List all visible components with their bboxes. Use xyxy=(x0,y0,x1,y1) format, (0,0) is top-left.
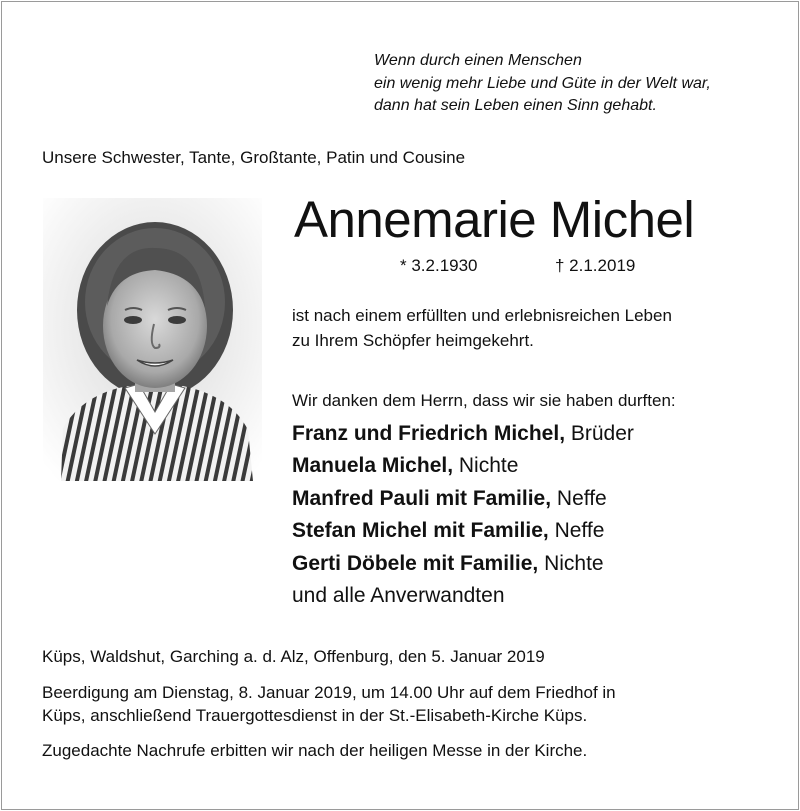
mourner-entry xyxy=(292,418,676,450)
funeral-line: Küps, anschließend Trauergottesdienst in der St.-Elisabeth-Kirche Küps. xyxy=(42,706,588,725)
portrait-photo xyxy=(43,198,262,481)
place-date-line: Küps, Waldshut, Garching a. d. Alz, Offenburg, den 5. Januar 2019 xyxy=(42,647,545,666)
thanks-lead: Wir danken dem Herrn, dass wir sie haben durften: xyxy=(292,391,676,410)
death-date: † 2.1.2019 xyxy=(555,256,636,275)
motto-line: dann hat sein Leben einen Sinn gehabt. xyxy=(374,97,657,114)
motto-verse xyxy=(374,50,774,118)
deceased-name: Annemarie Michel xyxy=(294,191,695,248)
condolence-request: Zugedachte Nachrufe erbitten wir nach der heiligen Messe in der Kirche. xyxy=(42,741,588,760)
mourner-name: Manfred Pauli mit Familie, xyxy=(292,486,552,510)
mourner-entry xyxy=(292,548,676,580)
funeral-line: Beerdigung am Dienstag, 8. Januar 2019, um 14.00 Uhr auf dem Friedhof in xyxy=(42,683,616,702)
intro-line: Unsere Schwester, Tante, Großtante, Patin und Cousine xyxy=(42,148,466,167)
mourner-relation: Neffe xyxy=(551,486,607,510)
mourner-entry xyxy=(292,515,676,547)
mourner-name: Stefan Michel mit Familie, xyxy=(292,519,549,543)
mourners-closing: und alle Anverwandten xyxy=(292,584,505,608)
mourner-name: Franz und Friedrich Michel, xyxy=(292,422,566,445)
mourner-name: Manuela Michel, xyxy=(292,454,454,478)
mourner-relation: Neffe xyxy=(548,519,605,543)
message-line: zu Ihrem Schöpfer heimgekehrt. xyxy=(292,331,534,350)
mourner-relation: Nichte xyxy=(538,551,604,575)
mourner-entry xyxy=(292,450,676,482)
motto-line: Wenn durch einen Menschen xyxy=(374,52,582,69)
mourners-block xyxy=(292,388,676,612)
mourner-entry xyxy=(292,483,676,515)
passing-message xyxy=(292,303,672,353)
motto-line: ein wenig mehr Liebe und Güte in der Welt war, xyxy=(374,74,711,92)
mourner-name: Gerti Döbele mit Familie, xyxy=(292,551,539,575)
message-line: ist nach einem erfüllten und erlebnisreichen Leben xyxy=(292,306,672,325)
birth-date: * 3.2.1930 xyxy=(400,256,478,275)
mourner-relation: Nichte xyxy=(453,454,519,478)
mourner-relation: Brüder xyxy=(565,422,634,445)
obituary-notice xyxy=(1,1,799,810)
funeral-info xyxy=(42,681,616,727)
